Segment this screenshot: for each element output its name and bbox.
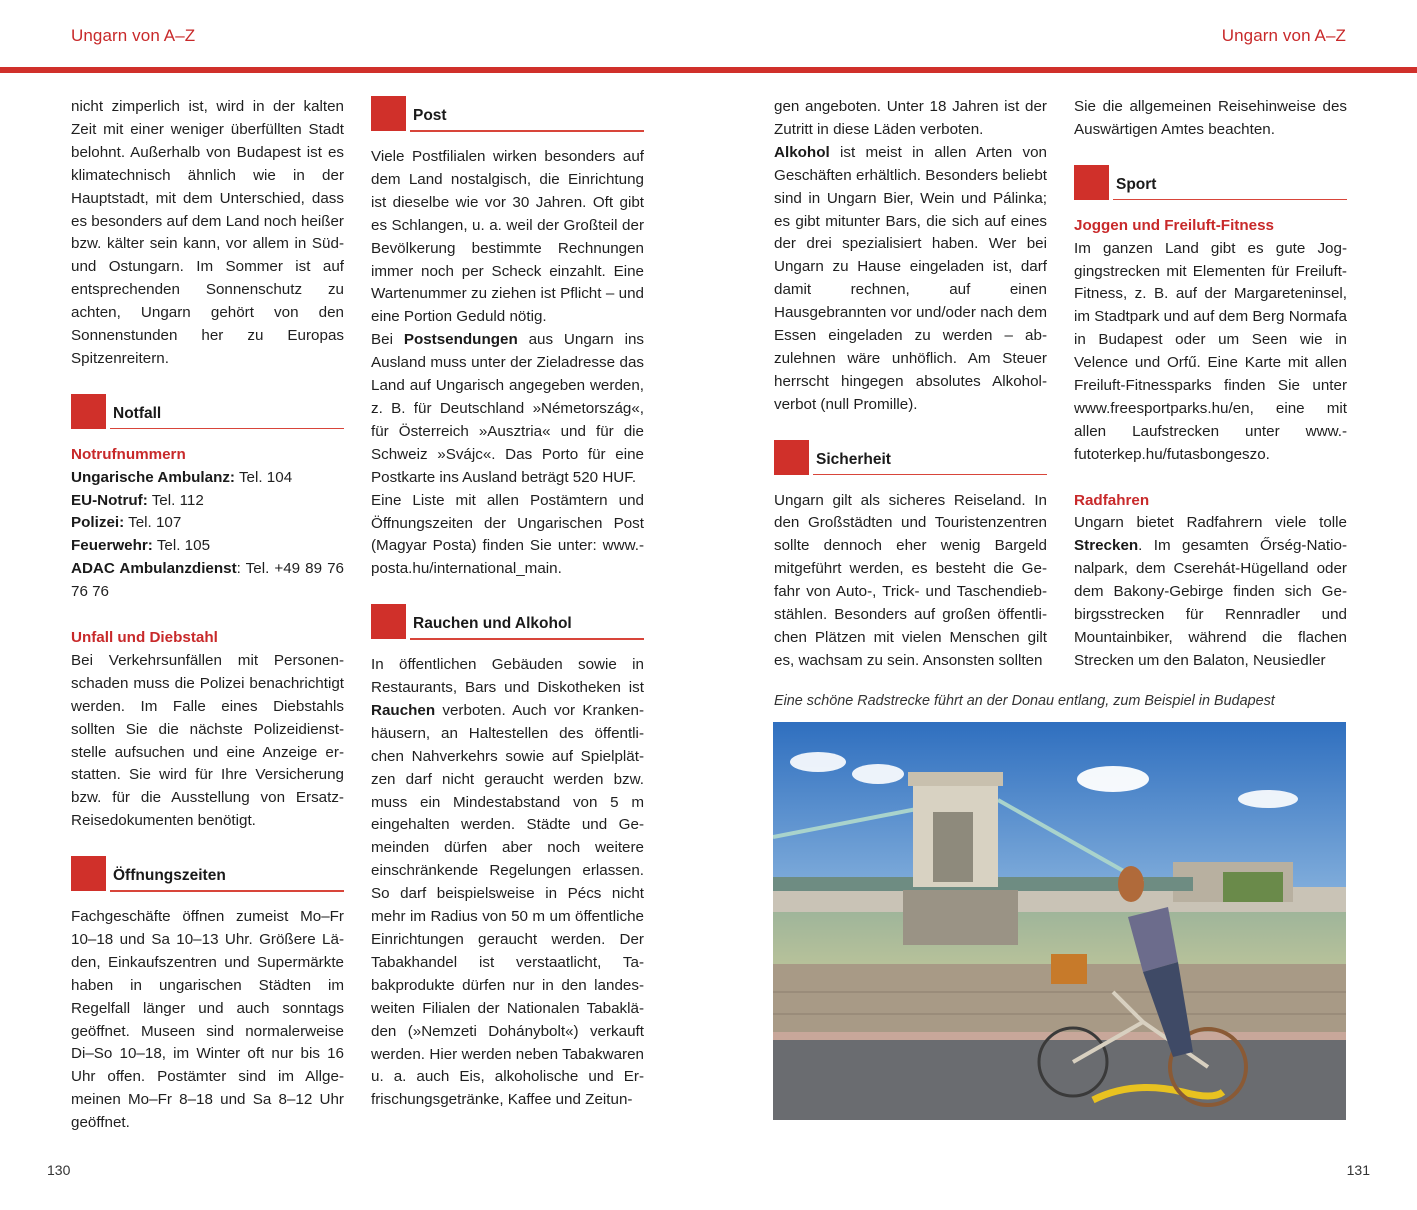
column-1: [71, 96, 344, 1135]
section-title: Rauchen und Alkohol: [413, 615, 572, 633]
post-paragraph-1: Viele Postfilialen wirken besonders auf dem Land nostalgisch, die Einrichtung ist dieselbe wie vor 30 Jahren. Oft gibt es Schlangen, u. a. weil der Großteil der Bevölkerung bestimmte Rechnungen immer noch per Scheck einzahlt. Eine Wartenummer zu ziehen ist Pflicht – und eine Portion Geduld nötig.: [371, 148, 644, 326]
section-rule: [1113, 199, 1347, 201]
section-heading-oeffnungszeiten: [71, 856, 344, 892]
page-number-right: 131: [1346, 1162, 1370, 1178]
oeffnungszeiten-paragraph: Fachgeschäfte öffnen zumeist Mo–Fr 10–18 und Sa 10–13 Uhr. Größere Läden, Einkaufszentren und Supermärkte haben in ungarischen Städten im Regelfall länger und auch sonntags geöffnet. Museen sind normalerweise Di–So 10–18, im Winter oft nur bis 16 Uhr offen. Postämter sind im Allgemeinen Mo–Fr 8–18 und Sa 8–12 Uhr geöffnet.: [71, 908, 344, 1132]
section-title: Notfall: [113, 404, 162, 422]
continuation-paragraph: Sie die allgemeinen Reisehinweise des Auswärtigen Amtes beachten.: [1074, 98, 1347, 138]
section-heading-sicherheit: [774, 440, 1047, 476]
column-2: [371, 96, 644, 1112]
running-head-left: Ungarn von A–Z: [71, 26, 196, 45]
section-heading-rauchen: [371, 604, 644, 640]
subhead-notrufnummern: Notrufnummern: [71, 445, 186, 463]
section-heading-sport: [1074, 165, 1347, 201]
radfahren-paragraph: Ungarn bietet Radfahrern viele tolle Strecken. Im gesamten Őrség-Nationalpark, dem Cserehát-Hügelland oder dem Bakony-Gebirge finden sich Gebirgsstrecken für Rennradler und Mountainbiker, während die flachen Strecken um den Balaton, Neusiedler: [1074, 514, 1347, 669]
section-square-icon: [371, 96, 406, 131]
section-square-icon: [71, 394, 106, 429]
rauchen-paragraph: In öffentlichen Gebäuden sowie in Restaurants, Bars und Diskotheken ist Rauchen verboten. Auch vor Krankenhäusern, an Haltestellen des öffentlichen Nahverkehrs sowie auf Spielplätzen darf nicht geraucht werden bzw. muss ein Mindestabstand von 5 m eingehalten werden. Städte und Gemeinden dürfen aber noch weitere einschränkende Regelungen erlassen. So darf beispielsweise in Pécs nicht mehr im Radius von 50 m um öffentliche Einrichtungen geraucht werden. Der Tabakhandel ist verstaatlicht, Tabakprodukte dürfen nur in den landesweiten Filialen der Nationalen Tabakläden (»Nemzeti Dohánybolt«) verkauft werden. Hier werden neben Tabakwaren u. a. auch Eis, alkoholische und Erfrischungsgetränke, Kaffee und Zeitun-: [371, 656, 644, 1109]
post-paragraph-2: Bei Postsendungen aus Ungarn ins Ausland muss unter der Zieladresse das Land auf Ungarisch angegeben werden, z. B. für Deutschland »Németország«, für Österreich »Ausztria« und für die Schweiz »Svájc«. Das Porto für eine Postkarte ins Ausland beträgt 520 HUF.: [371, 331, 645, 486]
column-3: [774, 96, 1047, 673]
sicherheit-paragraph: Ungarn gilt als sicheres Reiseland. In den Großstädten und Touristenzentren sollte dennoch eher wenig Bargeld mitgeführt werden, es besteht die Gefahr von Auto-, Trick- und Taschendiebstählen. Besonders auf großen öffentlichen Plätzen mit vielen Menschen gilt es, wachsam zu sein. Ansonsten sollten: [774, 491, 1047, 669]
joggen-paragraph: Im ganzen Land gibt es gute Joggingstrecken mit Elementen für Freiluft-Fitness, z. B. auf der Margareteninsel, im Stadtpark und auf dem Berg Normafa in Budapest oder um Seen wie in Velence und Orfű. Eine Karte mit allen Freiluft-Fitnessparks finden Sie unter www.freesportparks.hu/en, eine mit allen Laufstrecken unter www.futoterkep.hu/futasbongeszo.: [1074, 239, 1347, 463]
section-rule: [410, 130, 644, 132]
photo-illustration: [773, 722, 1346, 1120]
alkohol-paragraph: Alkohol ist meist in allen Arten von Geschäften erhältlich. Besonders beliebt sind in Ungarn Bier, Wein und Pálinka; es gibt mitunter Bars, die sich auf eines der drei spezialisiert haben. Wer bei Ungarn zu Hause eingeladen ist, darf damit rechnen, auf einen Hausgebrannten vor und/oder nach dem Essen eingeladen zu werden – abzulehnen wäre unhöflich. Am Steuer herrscht hingegen absolutes Alkoholverbot (null Promille).: [774, 143, 1047, 413]
section-rule: [110, 428, 344, 430]
section-rule: [110, 890, 344, 892]
continuation-paragraph: gen angeboten. Unter 18 Jahren ist der Zutritt in diese Läden verboten.: [774, 98, 1047, 138]
section-title: Sicherheit: [816, 450, 891, 468]
running-head-right: Ungarn von A–Z: [1221, 26, 1346, 45]
header-rule: [0, 67, 1417, 73]
emergency-entry: Polizei: Tel. 107: [71, 514, 182, 532]
section-heading-post: [371, 96, 644, 132]
section-square-icon: [774, 440, 809, 475]
emergency-entry: Feuerwehr: Tel. 105: [71, 537, 211, 555]
section-title: Post: [413, 107, 447, 124]
section-square-icon: [71, 856, 106, 891]
section-square-icon: [371, 604, 406, 639]
unfall-paragraph: Bei Verkehrsunfällen mit Personenschaden muss die Polizei benachrichtigt werden. Im Falle eines Diebstahls sollten Sie die nächste Polizeidienststelle aufsuchen und eine Anzeige erstatten. Sie wird für Ihre Versicherung bzw. für die Ausstellung von Ersatz-Reisedokumenten benötigt.: [71, 651, 344, 830]
post-paragraph-3: Eine Liste mit allen Postämtern und Öffnungszeiten der Ungarischen Post (Magyar Posta) finden Sie unter: www.posta.hu/international_main.: [371, 491, 644, 578]
emergency-entry: Ungarische Ambulanz: Tel. 104: [71, 468, 293, 486]
section-title: Öffnungszeiten: [113, 867, 226, 885]
intro-paragraph: nicht zimperlich ist, wird in der kalten Zeit mit einer weniger überfüllten Stadt belohnt. Außerhalb von Budapest ist es klimatechnisch ähnlich wie in der Hauptstadt, mit dem Unterschied, dass es besonders auf dem Land noch heißer bzw. kälter sein kann, vor allem in Süd- und Ostungarn. Im Sommer ist auf entsprechenden Sonnenschutz zu achten, Ungarn gehört von den Sonnenstunden her zu Europas Spitzenreitern.: [71, 98, 344, 367]
section-rule: [410, 638, 644, 640]
subhead-unfall-diebstahl: Unfall und Diebstahl: [71, 629, 218, 646]
section-heading-notfall: [71, 394, 344, 430]
emergency-entry: EU-Notruf: Tel. 112: [71, 491, 204, 509]
page-number-left: 130: [47, 1162, 71, 1178]
emergency-entry: ADAC Ambulanzdienst: Tel. +49 89 76 76 76: [71, 560, 344, 601]
figure-caption: Eine schöne Radstrecke führt an der Donau entlang, zum Beispiel in Budapest: [774, 693, 1275, 709]
section-rule: [813, 474, 1047, 476]
section-title: Sport: [1116, 175, 1157, 193]
subhead-joggen: Joggen und Freiluft-Fitness: [1074, 216, 1274, 234]
section-square-icon: [1074, 165, 1109, 200]
photo-chain-bridge-cyclist: [773, 722, 1346, 1120]
column-4: [1074, 96, 1347, 673]
subhead-radfahren: Radfahren: [1074, 491, 1150, 509]
